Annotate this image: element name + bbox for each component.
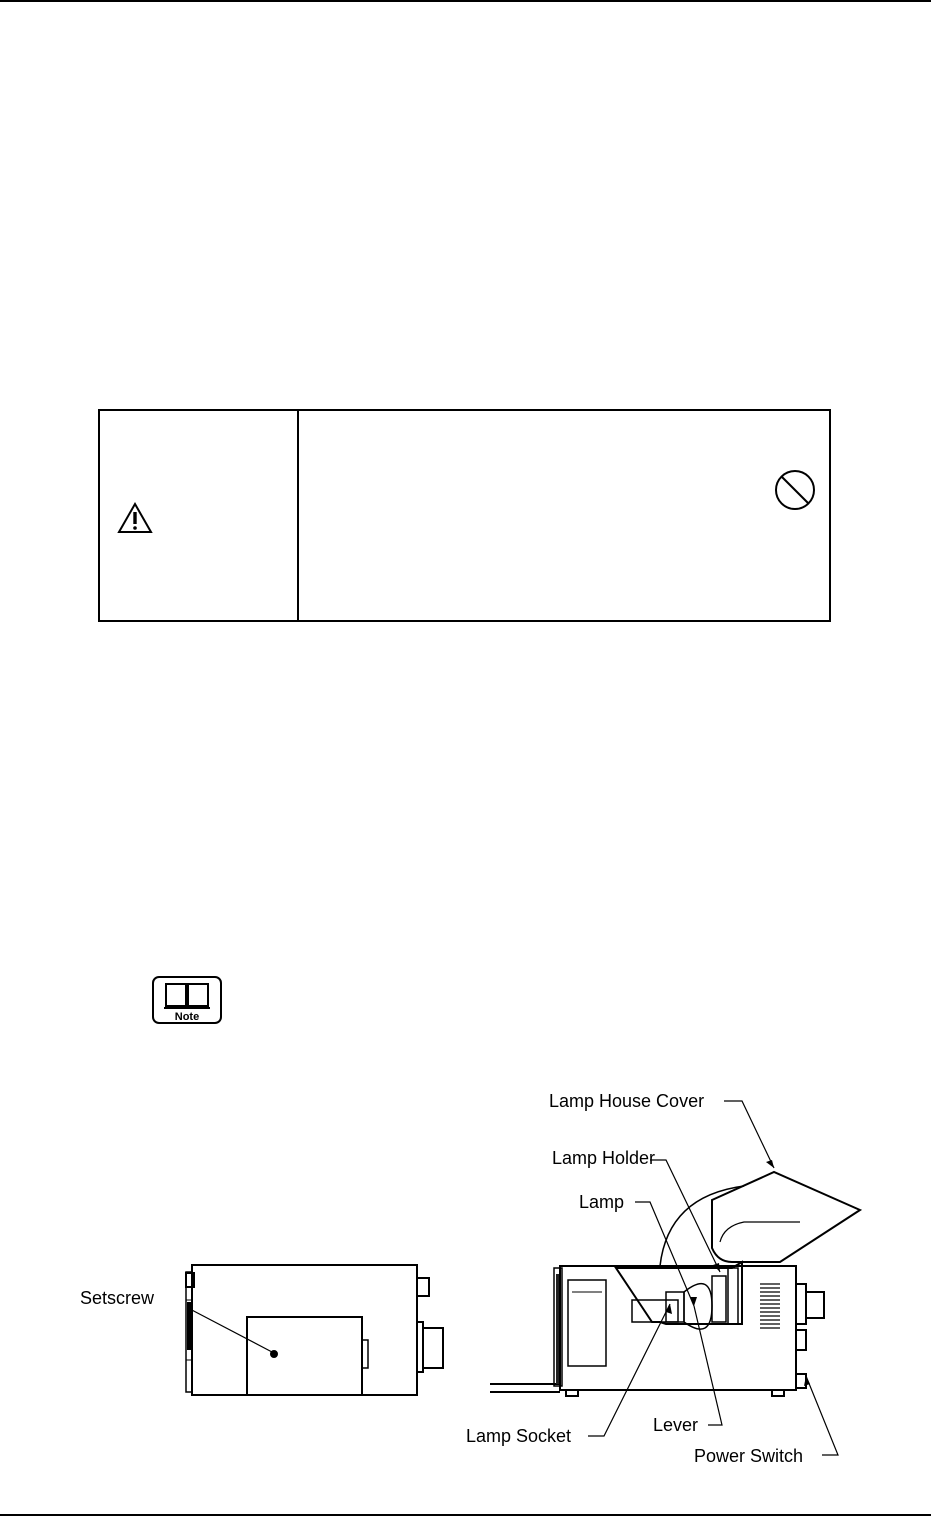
label-lamp-holder: Lamp Holder bbox=[552, 1148, 656, 1168]
label-lamp-house-cover: Lamp House Cover bbox=[549, 1091, 705, 1111]
label-setscrew: Setscrew bbox=[80, 1288, 155, 1308]
unit-side-view bbox=[186, 1265, 443, 1395]
label-power-switch: Power Switch bbox=[694, 1446, 804, 1466]
label-lever: Lever bbox=[653, 1415, 699, 1435]
label-lamp: Lamp bbox=[579, 1192, 625, 1212]
label-lamp-socket: Lamp Socket bbox=[466, 1426, 572, 1446]
unit-open-view bbox=[490, 1172, 860, 1396]
note-icon-text: Note bbox=[174, 1011, 200, 1023]
footer-rule bbox=[0, 1514, 931, 1516]
